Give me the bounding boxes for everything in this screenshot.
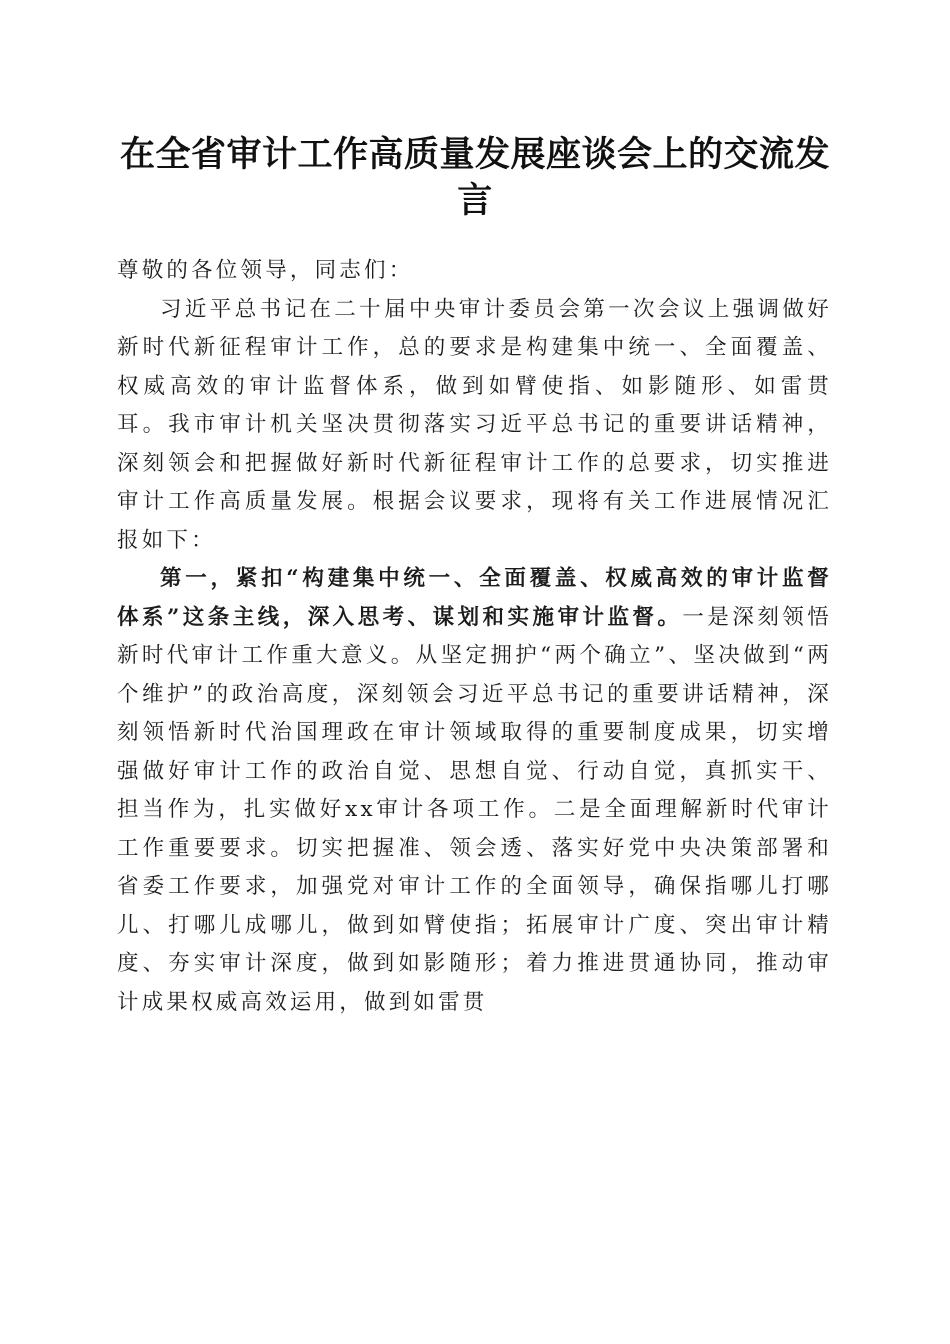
paragraph-first-point [117,560,832,1022]
paragraph-intro [117,291,832,561]
paragraph-text: 一是深刻领悟新时代审计工作重大意义。从坚定拥护“两个确立”、坚决做到“两个维护”的政治高度，深刻领会习近平总书记的重要讲话精神，深刻领悟新时代治国理政在审计领域取得的重要制度成果，切实增强做好审计工作的政治自觉、思想自觉、行动自觉，真抓实干、担当作为，扎实做好xx审计各项工作。二是全面理解新时代审计工作重要要求。切实把握准、领会透、落实好党中央决策部署和省委工作要求，加强党对审计工作的全面领导，确保指哪儿打哪儿、打哪儿成哪儿，做到如臂使指；拓展审计广度、突出审计精度、夯实审计深度，做到如影随形；着力推进贯通协同，推动审计成果权威高效运用，做到如雷贯 [117,604,832,1015]
paragraph-lead: 第一，紧扣“构建集中统一、全面覆盖、权威高效的审计监督体系”这条主线，深入思考、谋划和实施审计监督。 [117,566,832,630]
salutation: 尊敬的各位领导，同志们： [117,258,414,283]
document-body [117,252,832,1022]
paragraph-text: 习近平总书记在二十届中央审计委员会第一次会议上强调做好新时代新征程审计工作，总的要求是构建集中统一、全面覆盖、权威高效的审计监督体系，做到如臂使指、如影随形、如雷贯耳。我市审计机关坚决贯彻落实习近平总书记的重要讲话精神，深刻领会和把握做好新时代新征程审计工作的总要求，切实推进审计工作高质量发展。根据会议要求，现将有关工作进展情况汇报如下： [117,296,832,553]
document-title: 在全省审计工作高质量发展座谈会上的交流发言 [119,134,830,221]
